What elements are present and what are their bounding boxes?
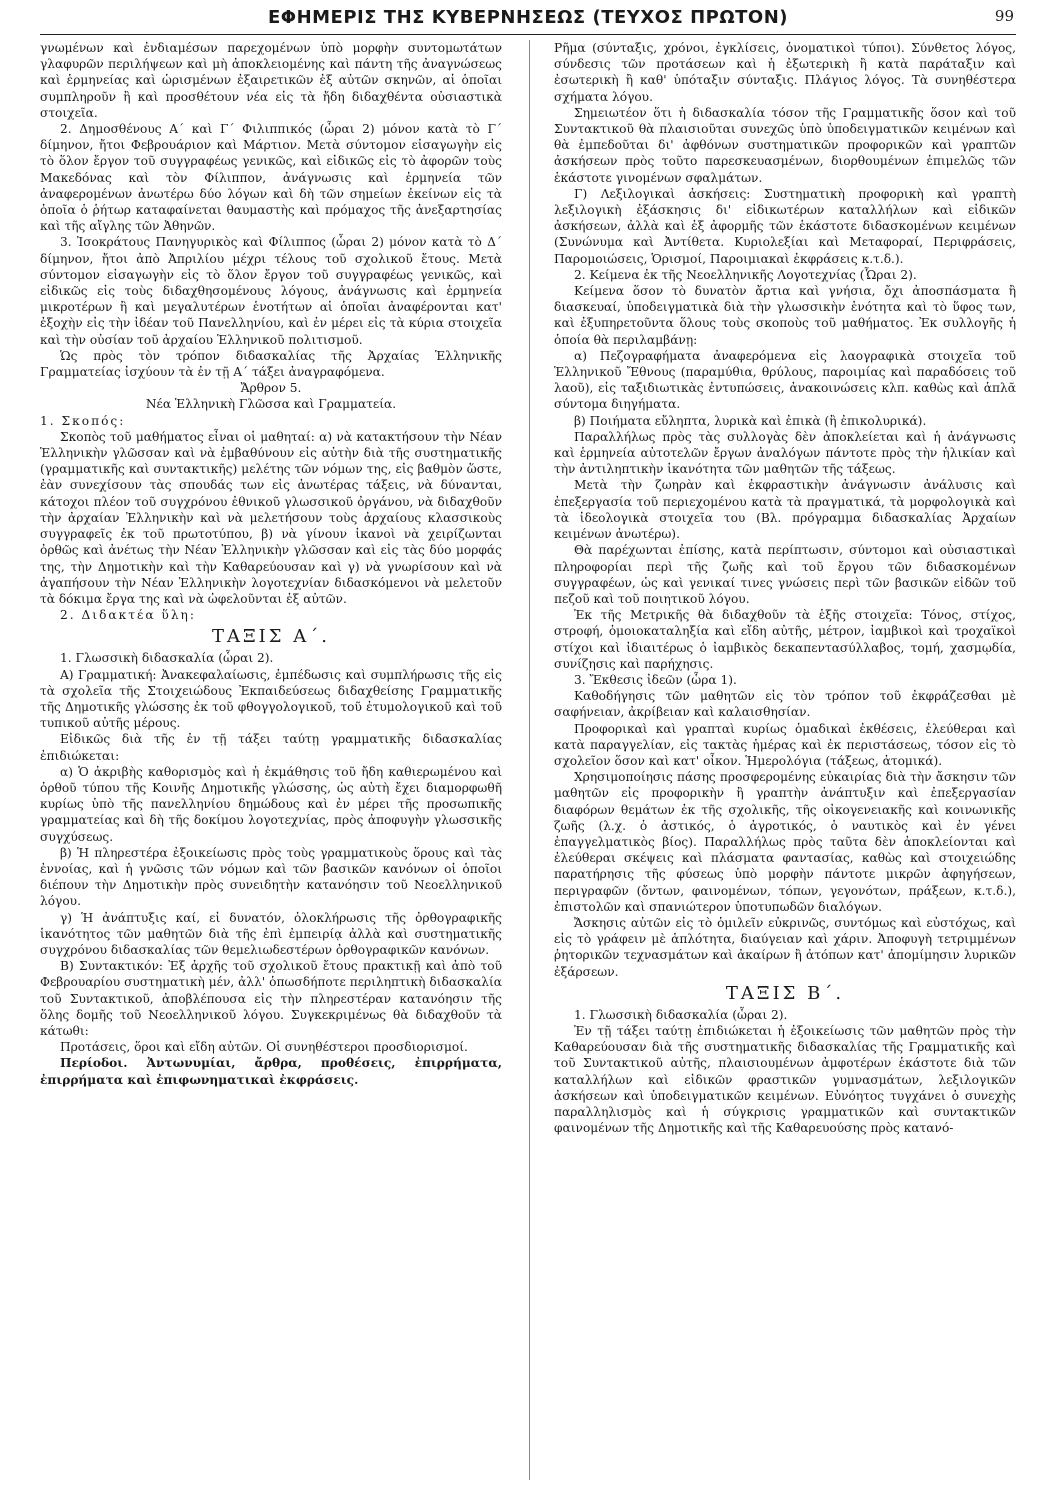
paragraph: Ἄσκησις αὐτῶν εἰς τὸ ὁμιλεῖν εὐκρινῶς, συντόμως καὶ εὐστόχως, καὶ εἰς τὸ γράφειν μὲ ἁπλότητα, διαύγειαν καὶ χάριν. Ἀποφυγὴ τετριμμένων ῥητορικῶν τεχνασμάτων καὶ ἀκαίρων ἢ ἀτόπων κατ' ἀπομίμησιν λυρικῶν ἐξάρσεων. bbox=[554, 915, 1016, 979]
paragraph: 2. Δημοσθένους Α΄ καὶ Γ΄ Φιλιππικός (ὧραι 2) μόνον κατὰ τὸ Γ΄ δίμηνον, ἤτοι Φεβρουάριον καὶ Μάρτιον. Μετὰ σύντομον εἰσαγωγὴν εἰς τὸ ὅλον ἔργον τοῦ συγγραφέως γενικῶς, καὶ εἰδικῶς εἰς τὸ ἀφορῶν τοὺς Μακεδόνας καὶ τὸν Φίλιππον, ἀνάγνωσις καὶ ἑρμηνεία τῶν ἀναφερομένων ἀνωτέρω δύο λόγων καὶ δὴ τῶν σημείων ἐκείνων εἰς τὰ ὁποῖα ὁ ῥήτωρ καταφαίνεται θαυμαστὴς καὶ πρόμαχος τῆς ἀνεξαρτησίας καὶ τῆς αἴγλης τῶν Ἀθηνῶν. bbox=[40, 122, 502, 234]
class-heading: ΤΑΞΙΣ Β΄. bbox=[725, 982, 845, 1004]
paragraph: 1. Γλωσσικὴ διδασκαλία (ὧραι 2). bbox=[574, 1007, 788, 1022]
paragraph: Σκοπὸς τοῦ μαθήματος εἶναι οἱ μαθηταί: α) νὰ κατακτήσουν τὴν Νέαν Ἑλληνικὴν γλῶσσαν καὶ νὰ ἐμβαθύνουν εἰς αὐτὴν διὰ τῆς συστηματικῆς (γραμματικῆς καὶ συντακτικῆς) μελέτης τῶν νόμων της, εἰς βαθμὸν ὥστε, ἐὰν συνεχίσουν τὰς σπουδάς των εἰς ἀνωτέρας τάξεις, νὰ δύνανται, κάτοχοι πλέον τοῦ συγχρόνου ἐθνικοῦ γλωσσικοῦ ὀργάνου, νὰ διδαχθοῦν τὴν ἀρχαίαν Ἑλληνικὴν καὶ νὰ μελετήσουν τοὺς ἀρχαίους κλασσικοὺς συγγραφεῖς ἐκ τοῦ πρωτοτύπου, β) νὰ γίνουν ἱκανοὶ νὰ χειρίζωνται ὀρθῶς καὶ ἀνέτως τὴν Νέαν Ἑλληνικὴν γλῶσσαν καὶ εἰς τὰς δύο μορφάς της, τὴν Δημοτικὴν καὶ τὴν Καθαρεύουσαν καὶ γ) νὰ γνωρίσουν καὶ νὰ ἀγαπήσουν τὴν Νέαν Ἑλληνικὴν λογοτεχνίαν διδασκόμενοι νὰ μελετοῦν τὰ δόκιμα ἔργα της καὶ νὰ ὠφελοῦνται ἐξ αὐτῶν. bbox=[40, 429, 502, 606]
paragraph: Καθοδήγησις τῶν μαθητῶν εἰς τὸν τρόπον τοῦ ἐκφράζεσθαι μὲ σαφήνειαν, ἀκρίβειαν καὶ καλαισθησίαν. bbox=[554, 689, 1016, 720]
paragraph: Γ) Λεξιλογικαὶ ἀσκήσεις: Συστηματικὴ προφορικὴ καὶ γραπτὴ λεξιλογικὴ ἐξάσκησις δι' εἰδικωτέρων καταλλήλων καὶ εἰδικῶν ἀσκήσεων, ἀλλὰ καὶ ἐξ ἀφορμῆς τῶν ἑκάστοτε διδασκομένων κειμένων (Συνώνυμα καὶ Ἀντίθετα. Κυριολεξίαι καὶ Μεταφοραί, Περιφράσεις, Παρομοιώσεις, Ὁρισμοί, Παροιμιακαὶ ἐκφράσεις κ.τ.δ.). bbox=[554, 186, 1016, 266]
right-column bbox=[554, 40, 1016, 1495]
paragraph: α) Πεζογραφήματα ἀναφερόμενα εἰς λαογραφικὰ στοιχεῖα τοῦ Ἑλληνικοῦ Ἔθνους (παραμύθια, θρύλους, παροιμίας καὶ παραδόσεις τοῦ λαοῦ), εἰς ταξιδιωτικὰς ἐντυπώσεις, ἀνακοινώσεις κλπ. καθὼς καὶ ἁπλᾶ σύντομα διηγήματα. bbox=[554, 348, 1016, 412]
paragraph: Προφορικαὶ καὶ γραπταὶ κυρίως ὁμαδικαὶ ἐκθέσεις, ἐλεύθεραι καὶ κατὰ παραγγελίαν, εἰς τακτὰς ἡμέρας καὶ ἐκ περιστάσεως, τόσον εἰς τὸ σχολεῖον ὅσον καὶ κατ' οἶκον. Ἡμερολόγια (τάξεως, ἀτομικά). bbox=[554, 721, 1016, 768]
paragraph: β) Ἡ πληρεστέρα ἐξοικείωσις πρὸς τοὺς γραμματικοὺς ὅρους καὶ τὰς ἐννοίας, καὶ ἡ γνῶσις τῶν νόμων καὶ τῶν βασικῶν κανόνων οἱ ὁποῖοι διέπουν τὴν Δημοτικὴν πρὸς συνειδητὴν κατανόησιν τοῦ Νεοελληνικοῦ λόγου. bbox=[40, 845, 502, 909]
paragraph: Μετὰ τὴν ζωηρὰν καὶ ἐκφραστικὴν ἀνάγνωσιν ἀνάλυσις καὶ ἐπεξεργασία τοῦ περιεχομένου κατὰ τὰ πραγματικά, τὰ μορφολογικὰ καὶ τὰ ἰδεολογικὰ στοιχεῖα του (Βλ. πρόγραμμα διδασκαλίας Ἀρχαίων κειμένων ἀνωτέρω). bbox=[554, 478, 1016, 542]
paragraph: Παραλλήλως πρὸς τὰς συλλογὰς δὲν ἀποκλείεται καὶ ἡ ἀνάγνωσις καὶ ἑρμηνεία αὐτοτελῶν ἔργων ἀναλόγων πάντοτε πρὸς τὴν ἡλικίαν καὶ τὴν ἀντιληπτικὴν ἱκανότητα τῶν μαθητῶν τῆς τάξεως. bbox=[554, 429, 1016, 477]
paragraph: Κείμενα ὅσον τὸ δυνατὸν ἄρτια καὶ γνήσια, ὄχι ἀποσπάσματα ἢ διασκευαί, ὑποδειγματικὰ διὰ τὴν γλωσσικὴν ἑνότητα καὶ τὸ ὕφος των, καὶ ἐξυπηρετοῦντα ὅλους τοὺς σκοποὺς τοῦ μαθήματος. Ἐκ συλλογῆς ἡ ὁποία θὰ περιλαμβάνῃ: bbox=[554, 284, 1016, 347]
paragraph: 3. Ἰσοκράτους Πανηγυρικὸς καὶ Φίλιππος (ὧραι 2) μόνον κατὰ τὸ Δ΄ δίμηνον, ἤτοι ἀπὸ Ἀπριλίου μέχρι τέλους τοῦ σχολικοῦ ἔτους. Μετὰ σύντομον εἰσαγωγὴν εἰς τὸ ὅλον ἔργον τοῦ συγγραφέως γενικῶς, καὶ εἰδικῶς εἰς τοὺς διδαχθησομένους λόγους, ἀνάγνωσις καὶ ἑρμηνεία μικροτέρων ἢ καὶ μεγαλυτέρων ἑνοτήτων αἱ ὁποῖαι ἀναφέρονται κατ' ἐξοχὴν εἰς τὴν ἰδέαν τοῦ Πανελληνίου, καὶ ἐν μέρει εἰς τὰ κύρια στοιχεῖα καὶ τὴν οὐσίαν τοῦ ἀρχαίου Ἑλληνικοῦ πολιτισμοῦ. bbox=[40, 235, 502, 347]
paragraph: γνωμένων καὶ ἐνδιαμέσων παρεχομένων ὑπὸ μορφὴν συντομωτάτων γλαφυρῶν περιλήψεων καὶ μὴ ἀποκλειομένης καὶ πάντη τῆς ἀναγνώσεως καὶ ἑρμηνείας καὶ ὡρισμένων ἐξαιρετικῶν ἐξ αὐτῶν σκηνῶν, αἱ ὁποῖαι συμπληροῦν ἢ καὶ προσθέτουν νέα εἰς τὰ ἤδη διδαχθέντα οὐσιαστικὰ στοιχεῖα. bbox=[40, 41, 502, 120]
text-columns bbox=[40, 40, 1016, 1495]
paragraph: Προτάσεις, ὅροι καὶ εἴδη αὐτῶν. Οἱ συνηθέστεροι προσδιορισμοί. bbox=[60, 1040, 468, 1055]
article-number: Ἄρθρον 5. bbox=[240, 381, 302, 396]
paragraph: 1. Γλωσσικὴ διδασκαλία (ὧραι 2). bbox=[60, 651, 274, 666]
class-heading: ΤΑΞΙΣ Α΄. bbox=[212, 626, 330, 648]
paragraph: Εἰδικῶς διὰ τῆς ἐν τῇ τάξει ταύτῃ γραμματικῆς διδασκαλίας ἐπιδιώκεται: bbox=[40, 732, 502, 763]
paragraph: Θὰ παρέχωνται ἐπίσης, κατὰ περίπτωσιν, σύντομοι καὶ οὐσιαστικαὶ πληροφορίαι περὶ τῆς ζωῆς καὶ τοῦ ἔργου τῶν διδασκομένων συγγραφέων, ὡς καὶ γενικαί τινες γνώσεις περὶ τῶν βασικῶν εἰδῶν τοῦ πεζοῦ καὶ τοῦ ποιητικοῦ λόγου. bbox=[554, 543, 1016, 606]
paragraph: Χρησιμοποίησις πάσης προσφερομένης εὐκαιρίας διὰ τὴν ἄσκησιν τῶν μαθητῶν εἰς προφορικὴν ἢ γραπτὴν ἀνάπτυξιν καὶ ἐπεξεργασίαν διαφόρων θεμάτων ἐκ τῆς σχολικῆς, τῆς οἰκογενειακῆς καὶ κοινωνικῆς ζωῆς (λ.χ. ὁ ἀστικός, ὁ ἀγροτικός, ὁ ναυτικὸς καὶ ἐν γένει ἐπαγγελματικὸς βίος). Παραλλήλως πρὸς ταῦτα δὲν ἀποκλείονται καὶ ἐλεύθεραι σκέψεις καὶ πλάσματα φαντασίας, καθὼς καὶ στοιχειώδης παρατήρησις τῆς φύσεως ὑπὸ μορφὴν πάντοτε μικρῶν ἀφηγήσεων, περιγραφῶν (ὄντων, φαινομένων, τόπων, γεγονότων, πράξεων, κ.τ.δ.), ἐπιστολῶν καὶ σπανιώτερον ὑποτυπωδῶν διαλόγων. bbox=[554, 770, 1016, 914]
paragraph: Σημειωτέον ὅτι ἡ διδασκαλία τόσον τῆς Γραμματικῆς ὅσον καὶ τοῦ Συντακτικοῦ θὰ πλαισιοῦται συνεχῶς ὑπὸ ὑποδειγματικῶν κειμένων καὶ θὰ ἐμπεδοῦται δι' ἀφθόνων συστηματικῶν προφορικῶν καὶ γραπτῶν ἀσκήσεων πρὸς τοῦτο παρεσκευασμένων, διορθουμένων ἐπιμελῶς τῶν ἑκάστοτε γινομένων σφαλμάτων. bbox=[554, 105, 1016, 185]
article-title: Νέα Ἑλληνικὴ Γλῶσσα καὶ Γραμματεία. bbox=[145, 397, 397, 412]
paragraph: 2. Κείμενα ἐκ τῆς Νεοελληνικῆς Λογοτεχνίας (Ὧραι 2). bbox=[574, 267, 917, 282]
paragraph: Α) Γραμματική: Ἀνακεφαλαίωσις, ἐμπέδωσις καὶ συμπλήρωσις τῆς εἰς τὰ σχολεῖα τῆς Στοιχειώδους Ἐκπαιδεύσεως διδαχθείσης Γραμματικῆς τῆς Δημοτικῆς γλώσσης ἐκ τοῦ φθογγολογικοῦ, τοῦ ἐτυμολογικοῦ καὶ τοῦ τυπικοῦ αὐτῆς μέρους. bbox=[40, 667, 502, 731]
paragraph: Β) Συντακτικόν: Ἐξ ἀρχῆς τοῦ σχολικοῦ ἔτους πρακτικῇ καὶ ἀπὸ τοῦ Φεβρουαρίου συστηματικὴ μέν, ἀλλ' ὁπωσδήποτε περιληπτικὴ διδασκαλία τοῦ Συντακτικοῦ, ἀποβλέπουσα εἰς τὴν πληρεστέραν κατανόησιν τῆς ὅλης δομῆς τοῦ Νεοελληνικοῦ λόγου. Συγκεκριμένως θὰ διδαχθοῦν τὰ κάτωθι: bbox=[40, 959, 502, 1038]
page-header bbox=[40, 4, 1016, 35]
paragraph: 3. Ἔκθεσις ἰδεῶν (ὧρα 1). bbox=[574, 672, 737, 687]
section-heading: 1. Σκοπός: bbox=[40, 413, 126, 428]
paragraph: Ὡς πρὸς τὸν τρόπον διδασκαλίας τῆς Ἀρχαίας Ἑλληνικῆς Γραμματείας ἰσχύουν τὰ ἐν τῇ Α΄ τάξει ἀναγραφόμενα. bbox=[40, 348, 502, 380]
paragraph: Ἐκ τῆς Μετρικῆς θὰ διδαχθοῦν τὰ ἑξῆς στοιχεῖα: Τόνος, στίχος, στροφή, ὁμοιοκαταληξία καὶ εἴδη αὐτῆς, μέτρον, ἰαμβικοὶ καὶ τροχαϊκοὶ στίχοι καὶ ἰδιαιτέρως ὁ ἰαμβικὸς δεκαπεντασύλλαβος, τομή, χασμῳδία, συνίζησις καὶ παρήχησις. bbox=[554, 608, 1016, 671]
paragraph: Περίοδοι. Ἀντωνυμίαι, ἄρθρα, προθέσεις, ἐπιρρήματα, ἐπιρρήματα καὶ ἐπιφωνηματικαὶ ἐκφράσεις. bbox=[40, 1056, 502, 1087]
page-number: 99 bbox=[994, 7, 1014, 25]
paragraph: Ἐν τῇ τάξει ταύτῃ ἐπιδιώκεται ἡ ἐξοικείωσις τῶν μαθητῶν πρὸς τὴν Καθαρεύουσαν διὰ τῆς συστηματικῆς διδασκαλίας τῆς Γραμματικῆς καὶ τοῦ Συντακτικοῦ αὐτῆς, πλαισιουμένων ἀμφοτέρων ἑκάστοτε διὰ τῶν καταλλήλων καὶ εἰδικῶν φραστικῶν γυμνασμάτων, λεξιλογικῶν ἀσκήσεων καὶ ὑποδειγματικῶν κειμένων. Εὐνόητος τυγχάνει ὁ συνεχὴς παραλληλισμὸς καὶ ἡ σύγκρισις γραμματικῶν καὶ συντακτικῶν φαινομένων τῆς Δημοτικῆς καὶ τῆς Καθαρευούσης πρὸς κατανό- bbox=[554, 1023, 1016, 1136]
column-divider bbox=[529, 40, 530, 1480]
paragraph: Ρῆμα (σύνταξις, χρόνοι, ἐγκλίσεις, ὀνοματικοὶ τύποι). Σύνθετος λόγος, σύνδεσις τῶν προτάσεων καὶ ἡ ἐξωτερικὴ ἢ κατὰ παράταξιν καὶ ἐσωτερικὴ ἢ καθ' ὑπόταξιν σύνταξις. Πλάγιος λόγος. Τὰ συνηθέστερα σχήματα λόγου. bbox=[554, 41, 1016, 104]
paragraph: α) Ὁ ἀκριβὴς καθορισμὸς καὶ ἡ ἐκμάθησις τοῦ ἤδη καθιερωμένου καὶ ὀρθοῦ τύπου τῆς Κοινῆς Δημοτικῆς γλώσσης, ὡς αὐτὴ ἔχει διαμορφωθῆ κυρίως ὑπὸ τῆς πανελληνίου δημώδους καὶ ἐν μέρει τῆς προσωπικῆς γραμματείας καὶ δὴ τῆς δοκίμου λογοτεχνίας, πρὸς ἀποφυγὴν γλωσσικῆς συγχύσεως. bbox=[40, 764, 502, 844]
paragraph: γ) Ἡ ἀνάπτυξις καί, εἰ δυνατόν, ὁλοκλήρωσις τῆς ὀρθογραφικῆς ἱκανότητος τῶν μαθητῶν διὰ τῆς ἐπὶ ἐμπειρίᾳ ἀλλὰ καὶ συστηματικῆς συγχρόνου διδασκαλίας τῶν θεμελιωδεστέρων ὀρθογραφικῶν κανόνων. bbox=[40, 910, 502, 957]
section-heading: 2. Διδακτέα ὕλη: bbox=[60, 608, 196, 623]
left-column bbox=[40, 40, 502, 1495]
gazette-title: ΕΦΗΜΕΡΙΣ ΤΗΣ ΚΥΒΕΡΝΗΣΕΩΣ (ΤΕΥΧΟΣ ΠΡΩΤΟΝ) bbox=[267, 7, 788, 28]
paragraph: β) Ποιήματα εὔληπτα, λυρικὰ καὶ ἐπικὰ (ἢ ἐπικολυρικά). bbox=[574, 413, 927, 428]
